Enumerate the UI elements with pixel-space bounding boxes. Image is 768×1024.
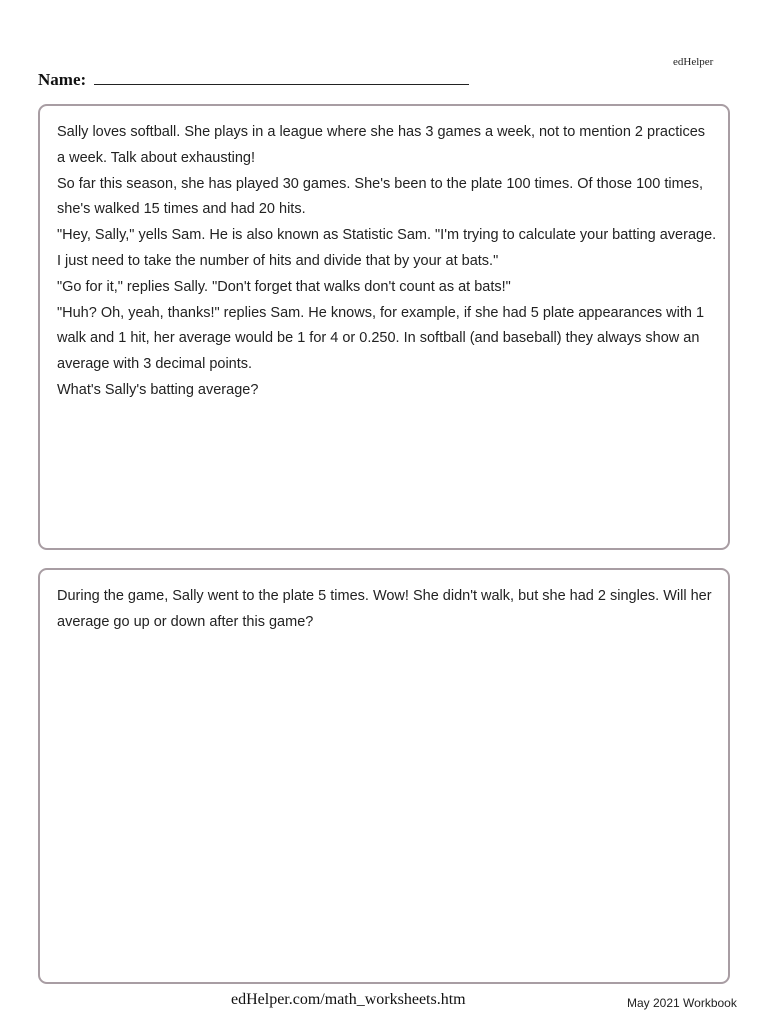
problem-1-paragraph: So far this season, she has played 30 games. She's been to the plate 100 times. Of those 100 times, she's walked 15 times and had 20 hits. [57,175,703,218]
name-field[interactable] [38,68,478,92]
problem-box-1[interactable] [38,104,730,550]
problem-1-question: What's Sally's batting average? [57,381,259,398]
footer-url: edHelper.com/math_worksheets.htm [231,991,466,1008]
brand-label: edHelper [673,56,714,68]
problem-text-2 [57,584,717,636]
footer-edition: May 2021 Workbook [627,996,737,1010]
problem-1-paragraph: "Go for it," replies Sally. "Don't forget that walks don't count as at bats!" [57,278,511,295]
problem-2-question: During the game, Sally went to the plate 5 times. Wow! She didn't walk, but she had 2 singles. Will her average go up or down after this game? [57,588,712,630]
problem-1-paragraph: "Huh? Oh, yeah, thanks!" replies Sam. He knows, for example, if she had 5 plate appearances with 1 walk and 1 hit, her average would be 1 for 4 or 0.250. In softball (and baseball) they always show an average with 3 decimal points. [57,304,705,373]
problem-1-paragraph: Sally loves softball. She plays in a league where she has 3 games a week, not to mention 2 practices a week. Talk about exhausting! [57,124,706,166]
name-label: Name: [38,70,87,89]
problem-box-2[interactable] [38,568,730,984]
problem-text-1 [57,120,717,404]
name-line[interactable] [94,84,469,85]
problem-1-paragraph: "Hey, Sally," yells Sam. He is also known as Statistic Sam. "I'm trying to calculate your batting average. I just need to take the number of hits and divide that by your at bats." [57,227,717,269]
